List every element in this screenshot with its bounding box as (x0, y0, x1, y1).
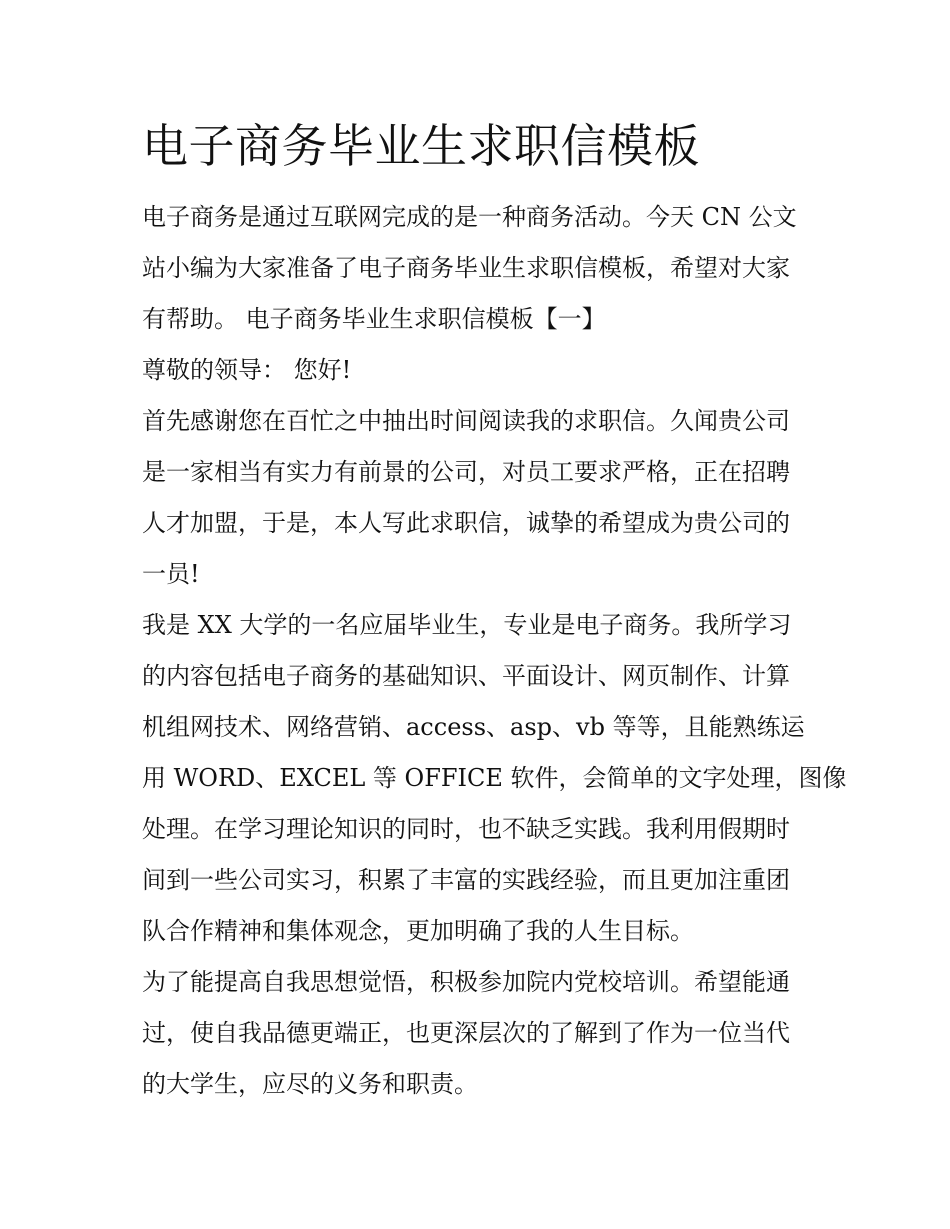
text-line: 间到一些公司实习，积累了丰富的实践经验，而且更加注重团 (142, 866, 790, 894)
document-page (142, 112, 847, 1110)
text-line: 电子商务是通过互联网完成的是一种商务活动。今天 CN 公文 (142, 203, 797, 231)
text-line: 是一家相当有实力有前景的公司，对员工要求严格，正在招聘 (142, 458, 790, 486)
education-paragraph (142, 600, 847, 957)
text-line: 尊敬的领导： 您好! (142, 356, 352, 384)
text-line: 有帮助。 电子商务毕业生求职信模板【一】 (142, 305, 606, 333)
salutation-paragraph (142, 345, 817, 396)
text-line: 人才加盟，于是，本人写此求职信，诚挚的希望成为贵公司的 (142, 509, 790, 537)
text-line: 过，使自我品德更端正，也更深层次的了解到了作为一位当代 (142, 1019, 790, 1047)
opening-paragraph (142, 396, 817, 600)
text-line: 处理。在学习理论知识的同时，也不缺乏实践。我利用假期时 (142, 815, 790, 843)
closing-paragraph (142, 957, 817, 1110)
text-line: 用 WORD、EXCEL 等 OFFICE 软件，会简单的文字处理，图像 (142, 764, 847, 792)
text-line: 首先感谢您在百忙之中抽出时间阅读我的求职信。久闻贵公司 (142, 407, 790, 435)
text-line: 机组网技术、网络营销、access、asp、vb 等等，且能熟练运 (142, 713, 805, 741)
text-line: 站小编为大家准备了电子商务毕业生求职信模板，希望对大家 (142, 254, 790, 282)
document-title: 电子商务毕业生求职信模板 (142, 119, 700, 173)
intro-paragraph (142, 192, 817, 345)
text-line: 队合作精神和集体观念，更加明确了我的人生目标。 (142, 917, 694, 945)
text-line: 的内容包括电子商务的基础知识、平面设计、网页制作、计算 (142, 662, 790, 690)
text-line: 的大学生，应尽的义务和职责。 (142, 1070, 478, 1098)
text-line: 一员! (142, 560, 200, 588)
text-line: 我是 XX 大学的一名应届毕业生，专业是电子商务。我所学习 (142, 611, 792, 639)
text-line: 为了能提高自我思想觉悟，积极参加院内党校培训。希望能通 (142, 968, 790, 996)
